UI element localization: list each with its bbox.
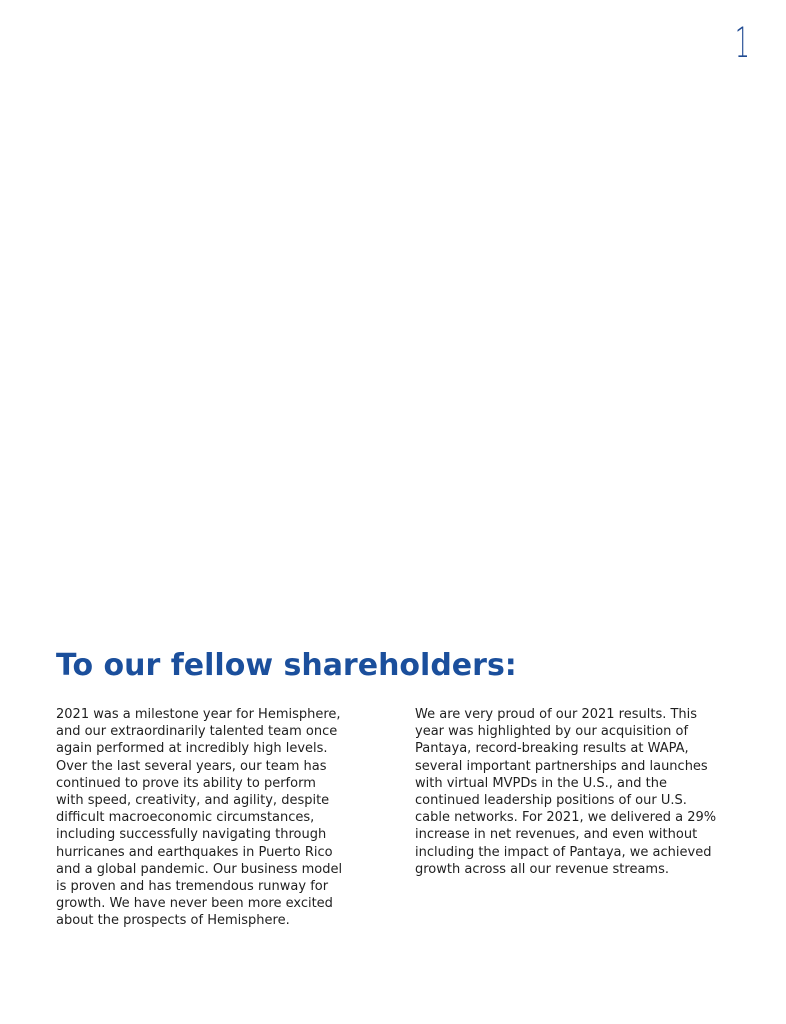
paragraph-line: is proven and has tremendous runway for bbox=[56, 879, 329, 895]
paragraph-line: difficult macroeconomic circumstances, bbox=[56, 810, 315, 826]
paragraph-line: and our extraordinarily talented team once bbox=[56, 724, 338, 740]
paragraph-line: and a global pandemic. Our business model bbox=[56, 861, 343, 877]
letter-heading: To our fellow shareholders: bbox=[56, 648, 517, 683]
paragraph-line: cable networks. For 2021, we delivered a 29% bbox=[415, 810, 717, 826]
paragraph-line: with speed, creativity, and agility, despite bbox=[56, 793, 330, 809]
paragraph-line: including the impact of Pantaya, we achieved bbox=[415, 844, 712, 860]
page-number: 1 bbox=[735, 18, 750, 67]
right-column-paragraph bbox=[415, 706, 745, 878]
paragraph-line: with virtual MVPDs in the U.S., and the bbox=[415, 775, 667, 791]
paragraph-line: continued to prove its ability to perform bbox=[56, 775, 316, 791]
paragraph-line: year was highlighted by our acquisition of bbox=[415, 724, 689, 740]
paragraph-line: We are very proud of our 2021 results. This bbox=[415, 707, 698, 722]
paragraph-line: hurricanes and earthquakes in Puerto Rico bbox=[56, 844, 333, 860]
paragraph-line: Over the last several years, our team has bbox=[56, 758, 327, 774]
paragraph-line: increase in net revenues, and even without bbox=[415, 827, 698, 843]
paragraph-line: growth across all our revenue streams. bbox=[415, 861, 669, 877]
paragraph-line: continued leadership positions of our U.S. bbox=[415, 793, 687, 809]
left-column-paragraph bbox=[56, 706, 376, 930]
paragraph-line: 2021 was a milestone year for Hemisphere, bbox=[56, 707, 341, 722]
paragraph-line: about the prospects of Hemisphere. bbox=[56, 913, 290, 929]
paragraph-line: several important partnerships and launches bbox=[415, 758, 708, 774]
paragraph-line: again performed at incredibly high levels. bbox=[56, 741, 328, 757]
paragraph-line: Pantaya, record-breaking results at WAPA, bbox=[415, 741, 689, 757]
paragraph-line: including successfully navigating through bbox=[56, 827, 327, 843]
paragraph-line: growth. We have never been more excited bbox=[56, 896, 333, 912]
